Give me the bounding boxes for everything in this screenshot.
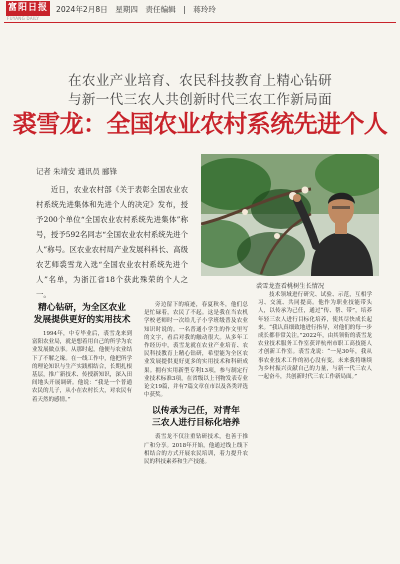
section-heading-line: 精心钻研，为全区农业 (38, 303, 126, 313)
section-heading (32, 302, 132, 326)
section-body: 1994年，中专毕业后，裘雪龙来到富阳农业局，就是想着用自己的所学为农业发展做点事。从那时起，他便与农业结下了不解之缘。在一线工作中，他把所学的理论知识与生产实践相结合，长期扎根基层，推广新技术、传授新知识，深入田间地头开展调研。他说：“我是一个普通农民的儿子，从小在农村长大，对农民有着天然的感情。” (32, 331, 132, 403)
section-heading-line: 三农人进行目标化培养 (152, 418, 240, 429)
section-body: 旁边留下的痕迹，春夏秋冬，他们总是忙碌着，农民了不起。这是我在当农机学校老师时一次给儿子小学班级普及农业知识时说的。一名普通小学生的作文里写的文字，看后对我的触动很大。从多年工作经历中，裘雪龙就在农业产业培育、农民科技教育上精心钻研，希望能为全区农业发展提供更好更多的实用技术和科研成果。拥有实用新型专利13项，参与制定行业技术标准3项，在省级以上刊物发表专业论文19篇，并有7篇文章在市以及各类评选中获奖。 (144, 302, 248, 399)
issue-weekday: 星期四 (115, 5, 138, 14)
photo-caption: 裘雪龙查看桃树生长情况 (255, 283, 325, 290)
section-heading (144, 405, 248, 429)
headline-line-2: 与新一代三农人共创新时代三农工作新局面 (68, 92, 332, 108)
blossom (274, 233, 280, 239)
main-headline: 裘雪龙：全国农业农村系统先进个人 (12, 110, 388, 138)
logo-subtitle: FUYANG DAILY (7, 16, 40, 21)
person-hand (293, 194, 301, 202)
section-body: 裘雪龙不仅注重钻研技术，也善于推广和分享。2018年开始，他通过线上线下相结合的方式开展农民培训，着力提升农民的科技素养和生产技能。 (144, 434, 248, 466)
person-glasses (332, 206, 350, 209)
peach-tree-photo-illustration (201, 154, 379, 276)
section-body: 技术领域进行研究、试验、示范，互相学习、交流、共同提高。他作为职业技能带头人，以传承为己任，通过“传、帮、带”，培养年轻三农人进行目标化培养，使其尽快成长起来。“我认真细致地进行指导，对他们的每一步成长都非常关注。”2022年，由其领衔的裘雪龙农业技术服务工作室获评杭州市职工高技能人才创新工作室。裘雪龙说：“一晃30年，我从事农业技术工作的初心没有变。未来我将继续为乡村振兴贡献自己的力量，与新一代三农人一起奋斗，共创新时代三农工作新局面。” (258, 292, 372, 381)
masthead (0, 0, 400, 22)
editor-name: 蒋玲玲 (193, 5, 216, 14)
dateline: 2024年2月8日 星期四 责任编辑 | 蒋玲玲 (56, 5, 216, 14)
article-photo (201, 154, 379, 276)
lead-text: 近日，农业农村部《关于表彰全国农业农村系统先进集体和先进个人的决定》发布，授予200个单位“全国农业农村系统先进集体”称号，授予592名同志“全国农业农村系统先进个人”称号。区农业农村局产业发展科科长、高级农艺师裘雪龙入选“全国农业农村系统先进个人”名单，为浙江省18个获此殊荣的个人之一。 (36, 185, 188, 299)
masthead-rule (4, 22, 396, 23)
byline: 记者 朱靖安 通讯员 郦锋 (36, 167, 117, 176)
blossom (242, 209, 248, 215)
lead-paragraph (36, 182, 188, 302)
section-heading-line: 发展提供更好的实用技术 (33, 315, 131, 325)
editor-label: 责任编辑 (145, 5, 176, 14)
newspaper-logo: 富阳日报 (6, 1, 50, 16)
headline-line-1: 在农业产业培育、农民科技教育上精心钻研 (68, 73, 332, 89)
article-column-1 (32, 301, 132, 404)
article-column-3 (258, 291, 372, 381)
article-column-2 (144, 301, 248, 466)
blossom (302, 187, 309, 194)
issue-date: 2024年2月8日 (56, 5, 108, 14)
section-heading-line: 以传承为己任，对青年 (152, 406, 240, 417)
